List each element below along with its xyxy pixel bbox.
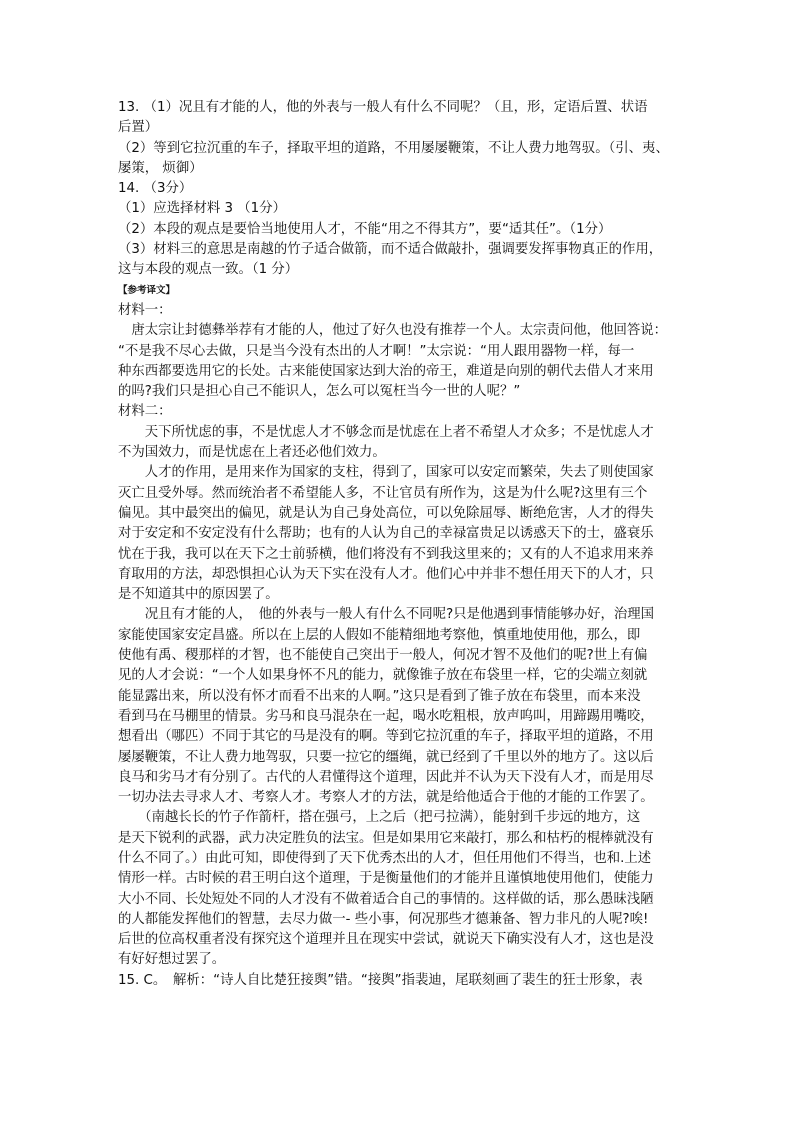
- text-line: 对于安定和不安定没有什么帮助；也有的人认为自己的幸禄富贵足以诱惑天下的士，盛衰乐: [118, 526, 654, 542]
- text-line: 灭亡且受外辱。然而统治者不希望能人多，不让官员有所作为，这是为什么呢?这里有三个: [118, 485, 648, 501]
- text-line: “不是我不尽心去做，只是当今没有杰出的人才啊！”太宗说：“用人跟用器物一样，每一: [118, 343, 635, 359]
- text-line: 什么不同了。）由此可知，即使得到了天下优秀杰出的人才，但任用他们不得当，也和.上述: [118, 850, 652, 866]
- text-line: （2）本段的观点是要恰当地使用人才，不能“用之不得其方”，要“适其任”。（1分）: [118, 221, 612, 237]
- text-line: 天下所忧虑的事，不是忧虑人才不够念而是忧虑在上者不希望人才众多；不是忧虑人才: [118, 424, 654, 440]
- text-line: 后世的位高权重者没有探究这个道理并且在现实中尝试，就说天下确实没有人才，这也是没: [118, 932, 654, 948]
- text-line: 偏见。其中最突出的偏见，就是认为自己身处高位，可以免除屈辱、断绝危害，人才的得失: [118, 505, 654, 521]
- text-line: （南越长长的竹子作箭杆，搭在强弓，上之后（把弓拉满），能射到千步远的地方，这: [118, 810, 641, 826]
- text-line: （2）等到它拉沉重的车子，择取平坦的道路，不用屡屡鞭策，不让人费力地驾驭。（引、夷、: [118, 140, 669, 156]
- reference-translation-heading: 【参考译文】: [118, 284, 176, 296]
- text-line: 忧在于我，我可以在天下之士前骄横，他们将没有不到我这里来的；又有的人不追求用来养: [118, 546, 654, 562]
- text-line: 情形一样。古时候的君王明白这个道理，于是衡量他们的才能并且谨慎地使用他们，使能力: [118, 871, 654, 887]
- text-line: 是不知道其中的原因罢了。: [118, 587, 279, 603]
- text-line: 唐太宗让封德彝举荐有才能的人，他过了好久也没有推荐一个人。太宗责问他，他回答说：: [118, 323, 668, 339]
- text-line: 这与本段的观点一致。（1 分）: [118, 262, 299, 278]
- text-line: 人才的作用，是用来作为国家的支柱，得到了，国家可以安定而繁荣，失去了则使国家: [118, 465, 654, 481]
- text-line: 一切办法去寻求人才、考察人才。考察人才的方法，就是给他适合于他的才能的工作罢了。: [118, 790, 654, 806]
- text-line: 良马和劣马才有分别了。古代的人君懂得这个道理，因此并不认为天下没有人才，而是用尽: [118, 769, 654, 785]
- text-line: 屡策， 烦御）: [118, 160, 203, 176]
- text-line: 育取用的方法，却恐惧担心认为天下实在没有人才。他们心中并非不想任用天下的人才，只: [118, 566, 654, 582]
- text-line: 材料一：: [118, 302, 172, 318]
- text-line: 有好好想过罢了。: [118, 952, 226, 968]
- text-line: 看到马在马棚里的情景。劣马和良马混杂在一起，喝水吃粗根，放声呜叫，用蹄踢用嘴咬，: [118, 708, 654, 724]
- text-line: 使他有禹、稷那样的才智，也不能使自己突出于一般人，何况才智不及他们的呢?世上有偏: [118, 648, 648, 664]
- answer-document: [118, 98, 680, 991]
- text-line: 不为国效力，而是忧虑在上者还必他们效力。: [118, 445, 386, 461]
- text-line: 屡屡鞭策，不让人费力地驾驭，只要一拉它的缰绳，就已经到了千里以外的地方了。这以后: [118, 749, 654, 765]
- text-line: 15. C。 解析：“诗人自比楚狂接舆”错。“接舆”指裴迪，尾联刻画了裴生的狂士形象，表: [118, 972, 643, 988]
- text-line: （1）应选择材料 3 （1分）: [118, 201, 286, 217]
- text-line: 的吗?我们只是担心自己不能识人，怎么可以冤枉当今一世的人呢？”: [118, 384, 521, 400]
- text-line: 况且有才能的人， 他的外表与一般人有什么不同呢?只是他遇到事情能够办好，治理国: [118, 607, 655, 623]
- text-line: （3）材料三的意思是南越的竹子适合做箭，而不适合做敲扑，强调要发挥事物真正的作用，: [118, 242, 663, 258]
- text-line: 大小不同、长处短处不同的人才没有不做着适合自己的事情的。这样做的话，那么愚昧浅陋: [118, 891, 654, 907]
- text-line: 的人都能发挥他们的智慧，去尽力做一- 些小事，何况那些才德兼备、智力非凡的人呢?唉!: [118, 911, 649, 927]
- text-line: 14. （3分）: [118, 181, 193, 197]
- text-line: 材料二：: [118, 404, 172, 420]
- text-line: 后置）: [118, 120, 159, 136]
- text-line: 家能使国家安定昌盛。所以在上层的人假如不能精细地考察他，慎重地使用他，那么，即: [118, 627, 641, 643]
- text-line: 13. （1）况且有才能的人，他的外表与一般人有什么不同呢？（且，形，定语后置、状语: [118, 100, 648, 115]
- text-line: 种东西都要选用它的长处。古来能使国家达到大治的帝王，难道是向别的朝代去借人才来用: [118, 363, 654, 379]
- text-line: 能显露出来，所以没有怀才而看不出来的人啊。”这只是看到了锥子放在布袋里，而本来没: [118, 688, 641, 704]
- text-line: 是天下锐利的武器，武力决定胜负的法宝。但是如果用它来敲打，那么和枯朽的棍棒就没有: [118, 830, 654, 846]
- text-line: 见的人才会说：“一个人如果身怀不凡的能力，就像锥子放在布袋里一样，它的尖端立刻就: [118, 668, 648, 684]
- text-line: 想看出（哪匹）不同于其它的马是没有的啊。等到它拉沉重的车子，择取平坦的道路，不用: [118, 729, 654, 745]
